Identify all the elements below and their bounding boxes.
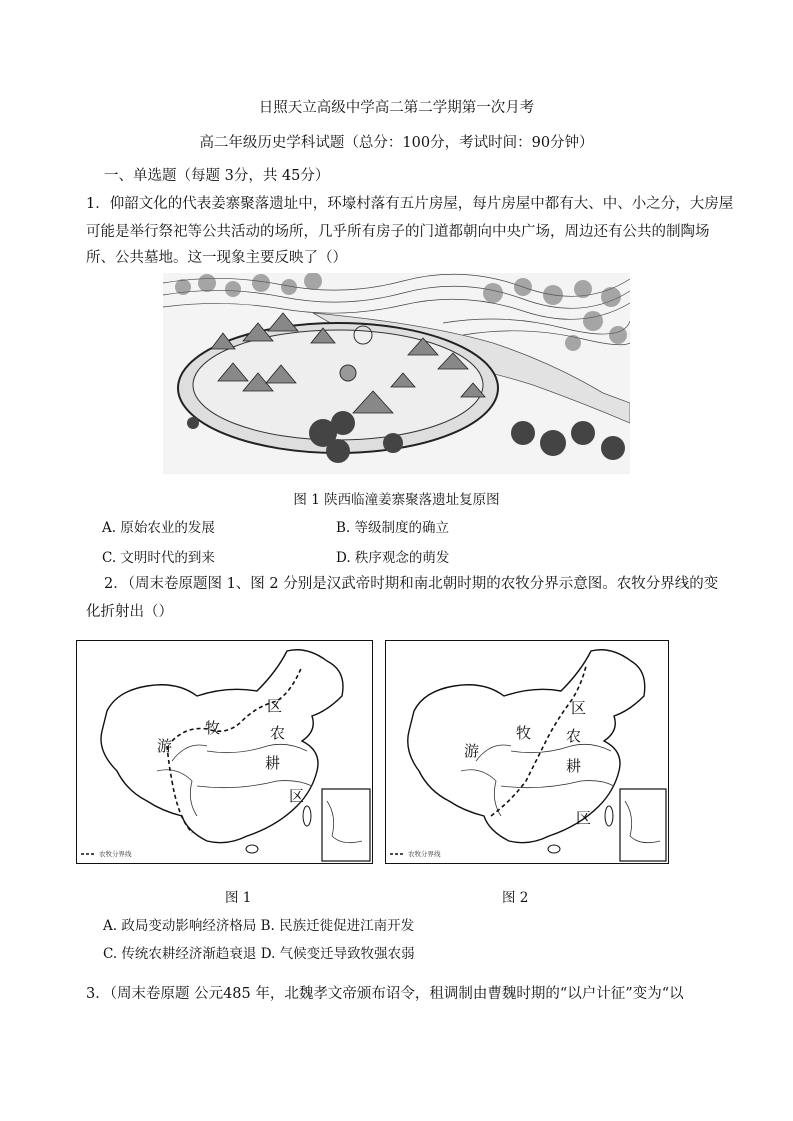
map-1-char-you: 游 bbox=[157, 737, 173, 755]
map-1-char-nong: 农 bbox=[270, 724, 286, 742]
map-2-char-nong: 农 bbox=[566, 727, 582, 745]
q1-option-a: A. 原始农业的发展 bbox=[102, 520, 215, 536]
exam-title: 日照天立高级中学高二第二学期第一次月考 bbox=[258, 100, 535, 116]
settlement-drawing bbox=[163, 273, 630, 474]
map-2-label: 图 2 bbox=[502, 890, 529, 906]
map-2-legend: 农牧分界线 bbox=[408, 850, 441, 858]
q1-line-3: 所、公共墓地。这一现象主要反映了（） bbox=[86, 250, 347, 266]
q3-line-1: 3．（周末卷原题 公元485 年，北魏孝文帝颁布诏令，租调制由曹魏时期的“以户计征”变为“以 bbox=[86, 986, 684, 1002]
map-1-char-geng: 耕 bbox=[265, 754, 281, 772]
map-2 bbox=[385, 640, 669, 864]
q2-line-1: 2．（周末卷原题图 1、图 2 分别是汉武帝时期和南北朝时期的农牧分界示意图。农牧分界线的变 bbox=[104, 576, 719, 592]
section-heading: 一、单选题（每题 3分，共 45分） bbox=[104, 168, 330, 184]
map-2-char-you: 游 bbox=[464, 742, 480, 760]
map-2-char-qu-bottom: 区 bbox=[576, 809, 592, 827]
figure-1-caption: 图 1 陕西临潼姜寨聚落遗址复原图 bbox=[293, 492, 500, 508]
q1-line-2: 可能是举行祭祀等公共活动的场所，几乎所有房子的门道都朝向中央广场，周边还有公共的制陶场 bbox=[86, 224, 710, 240]
map-2-char-geng: 耕 bbox=[566, 757, 582, 775]
map-1-char-mu: 牧 bbox=[205, 719, 221, 737]
q2-options-cd: C. 传统农耕经济渐趋衰退 D. 气候变迁导致牧强农弱 bbox=[103, 946, 415, 962]
map-1-label: 图 1 bbox=[225, 890, 252, 906]
map-1-char-qu-bottom: 区 bbox=[289, 787, 305, 805]
exam-subtitle: 高二年级历史学科试题（总分：100分，考试时间：90分钟） bbox=[199, 135, 594, 151]
q2-line-2: 化折射出（） bbox=[86, 604, 173, 620]
q1-line-1: 1．仰韶文化的代表姜寨聚落遗址中，环壕村落有五片房屋，每片房屋中都有大、中、小之分，大房屋 bbox=[86, 196, 734, 212]
map-1 bbox=[76, 640, 373, 864]
q1-option-d: D. 秩序观念的萌发 bbox=[336, 550, 450, 566]
map-1-legend: 农牧分界线 bbox=[99, 850, 132, 858]
map-1-char-qu-top: 区 bbox=[267, 697, 283, 715]
map-2-char-qu-top: 区 bbox=[571, 699, 587, 717]
q1-option-b: B. 等级制度的确立 bbox=[336, 520, 450, 536]
q1-option-c: C. 文明时代的到来 bbox=[102, 550, 215, 566]
map-2-char-mu: 牧 bbox=[516, 724, 532, 742]
settlement-illustration bbox=[163, 273, 630, 474]
q2-options-ab: A. 政局变动影响经济格局 B. 民族迁徙促进江南开发 bbox=[103, 918, 415, 934]
